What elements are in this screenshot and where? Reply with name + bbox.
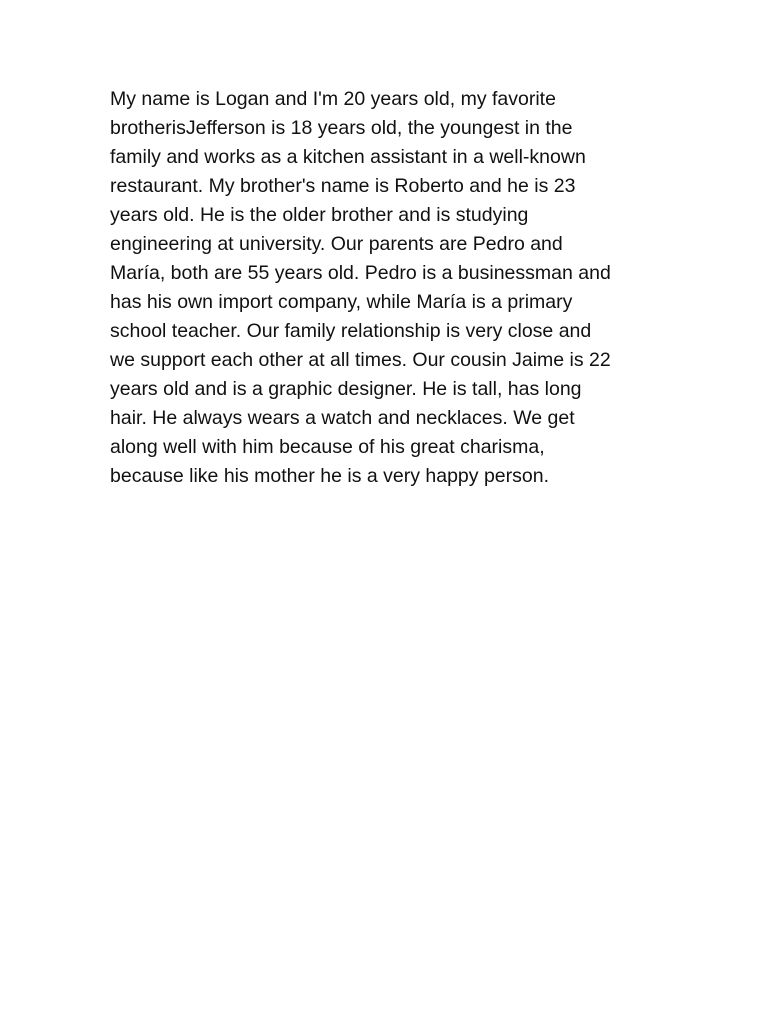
paragraph-line: restaurant. My brother's name is Roberto and he is 23 <box>110 175 576 197</box>
paragraph-line: along well with him because of his great charisma, <box>110 436 545 458</box>
body-paragraph <box>110 85 670 491</box>
paragraph-line: years old. He is the older brother and is studying <box>110 204 529 226</box>
paragraph-line: family and works as a kitchen assistant in a well-known <box>110 146 586 168</box>
paragraph-line: brotherisJefferson is 18 years old, the youngest in the <box>110 117 573 139</box>
paragraph-line: engineering at university. Our parents are Pedro and <box>110 233 563 255</box>
paragraph-line: My name is Logan and I'm 20 years old, my favorite <box>110 88 556 110</box>
paragraph-line: has his own import company, while María is a primary <box>110 291 573 313</box>
paragraph-line: hair. He always wears a watch and necklaces. We get <box>110 407 575 429</box>
paragraph-line: María, both are 55 years old. Pedro is a businessman and <box>110 262 611 284</box>
paragraph-line: because like his mother he is a very happy person. <box>110 465 549 487</box>
paragraph-line: we support each other at all times. Our cousin Jaime is 22 <box>110 349 611 371</box>
paragraph-line: years old and is a graphic designer. He is tall, has long <box>110 378 582 400</box>
paragraph-line: school teacher. Our family relationship is very close and <box>110 320 592 342</box>
